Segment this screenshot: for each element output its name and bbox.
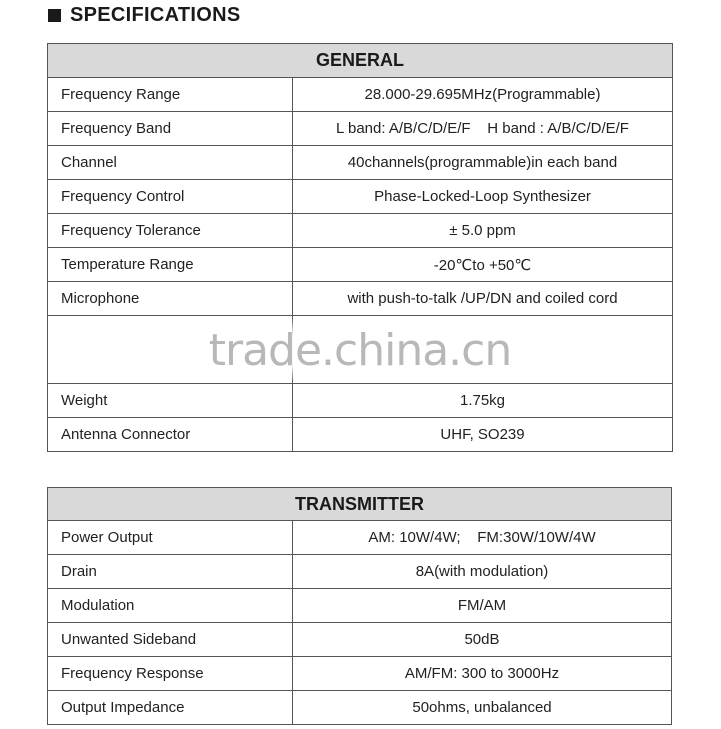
heading-bullet-icon: [48, 9, 61, 22]
spec-label: Drain: [48, 555, 293, 589]
spec-value: AM: 10W/4W; FM:30W/10W/4W: [293, 521, 672, 555]
general-table-title: GENERAL: [48, 44, 673, 78]
spec-label: Temperature Range: [48, 248, 293, 282]
transmitter-table-title: TRANSMITTER: [48, 488, 672, 521]
spec-value: 50ohms, unbalanced: [293, 691, 672, 725]
table-row: [48, 418, 673, 452]
spec-value: UHF, SO239: [293, 418, 673, 452]
spec-value: 1.75kg: [293, 384, 673, 418]
spec-label: Microphone: [48, 282, 293, 316]
page-title: SPECIFICATIONS: [70, 3, 241, 26]
transmitter-spec-table: [47, 487, 672, 725]
table-row: [48, 691, 672, 725]
watermark-text: trade.china.cn: [208, 324, 512, 376]
spec-value: 8A(with modulation): [293, 555, 672, 589]
spec-value: 40channels(programmable)in each band: [293, 146, 673, 180]
table-row: [48, 282, 673, 316]
spec-label: Output Impedance: [48, 691, 293, 725]
table-row: [48, 146, 673, 180]
table-row: [48, 555, 672, 589]
general-spec-table: [47, 43, 673, 452]
spec-value: ± 5.0 ppm: [293, 214, 673, 248]
table-row: [48, 384, 673, 418]
spec-value: FM/AM: [293, 589, 672, 623]
spec-value: 50dB: [293, 623, 672, 657]
obscured-row: [48, 316, 673, 384]
spec-label: Frequency Tolerance: [48, 214, 293, 248]
transmitter-header-row: [48, 488, 672, 521]
spec-label: Channel: [48, 146, 293, 180]
spec-value: -20℃to +50℃: [293, 248, 673, 282]
general-header-row: [48, 44, 673, 78]
spec-label: Unwanted Sideband: [48, 623, 293, 657]
table-row: [48, 112, 673, 146]
page-heading: [48, 2, 241, 28]
spec-label: Frequency Control: [48, 180, 293, 214]
spec-value-obscured: [293, 316, 673, 384]
table-row: [48, 248, 673, 282]
spec-value: AM/FM: 300 to 3000Hz: [293, 657, 672, 691]
spec-label: Modulation: [48, 589, 293, 623]
spec-label: Frequency Band: [48, 112, 293, 146]
spec-label-obscured: [48, 316, 293, 384]
spec-value: with push-to-talk /UP/DN and coiled cord: [293, 282, 673, 316]
spec-label: Weight: [48, 384, 293, 418]
spec-value: Phase-Locked-Loop Synthesizer: [293, 180, 673, 214]
spec-value: 28.000-29.695MHz(Programmable): [293, 78, 673, 112]
table-row: [48, 623, 672, 657]
table-row: [48, 589, 672, 623]
table-row: [48, 78, 673, 112]
table-row: [48, 214, 673, 248]
table-row: [48, 521, 672, 555]
spec-label: Frequency Response: [48, 657, 293, 691]
spec-label: Frequency Range: [48, 78, 293, 112]
table-row: [48, 657, 672, 691]
spec-label: Power Output: [48, 521, 293, 555]
table-row: [48, 180, 673, 214]
spec-label: Antenna Connector: [48, 418, 293, 452]
spec-value: L band: A/B/C/D/E/F H band : A/B/C/D/E/F: [293, 112, 673, 146]
